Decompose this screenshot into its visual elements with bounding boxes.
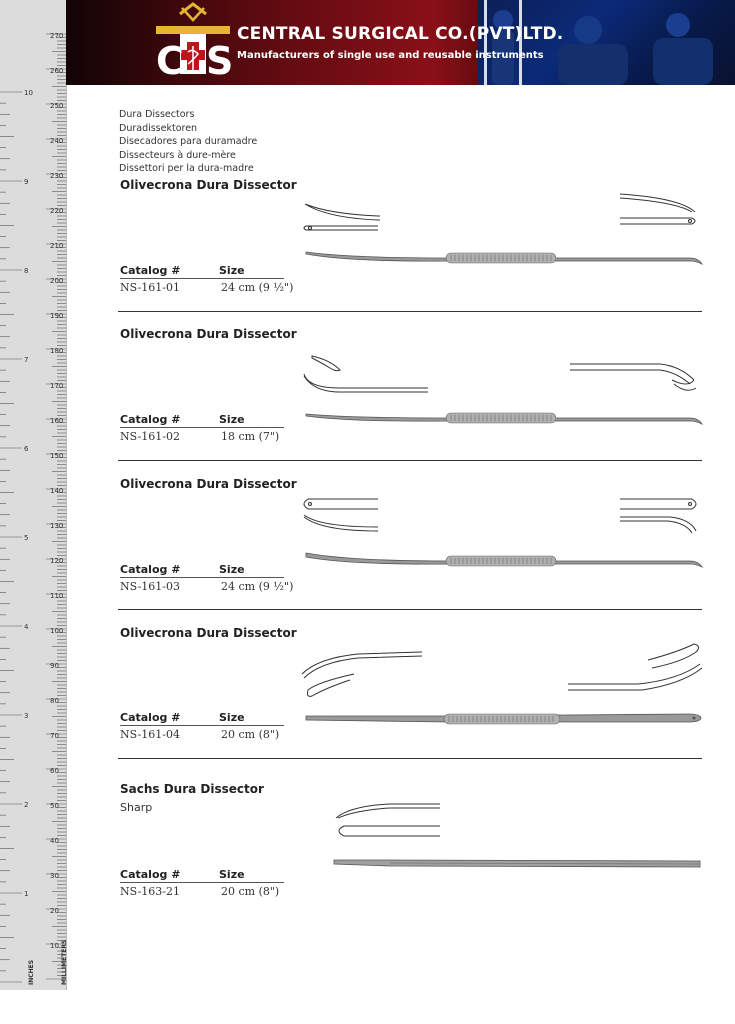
table-rule bbox=[120, 577, 284, 578]
category-name-es: Disecadores para duramadre bbox=[119, 136, 258, 148]
ruler-mm-label: 100 bbox=[50, 627, 64, 635]
category-name-de: Duradissektoren bbox=[119, 122, 198, 134]
size-header: Size bbox=[219, 868, 245, 881]
product-subtitle: Sharp bbox=[120, 801, 153, 814]
table-rule bbox=[120, 427, 284, 428]
ruler-scale bbox=[0, 0, 66, 990]
table-rule bbox=[120, 725, 284, 726]
product-size: 18 cm (7") bbox=[221, 430, 280, 443]
catalog-number: NS-161-02 bbox=[120, 430, 180, 443]
ruler-mm-label: 80 bbox=[50, 697, 59, 705]
category-name-it: Dissettori per la dura-madre bbox=[119, 163, 254, 175]
ruler-inch-label: 4 bbox=[24, 623, 29, 631]
catalog-number: NS-161-01 bbox=[120, 281, 180, 294]
ruler-mm-label: 240 bbox=[50, 137, 64, 145]
catalog-number: NS-163-21 bbox=[120, 885, 180, 898]
catalog-number: NS-161-04 bbox=[120, 728, 180, 741]
ruler-inch-label: 1 bbox=[24, 890, 29, 898]
ruler-mm-label: 90 bbox=[50, 662, 59, 670]
logo-letter-s: S bbox=[206, 39, 234, 83]
ruler-mm-label: 20 bbox=[50, 907, 59, 915]
section-divider bbox=[118, 758, 702, 759]
catalog-header: Catalog # bbox=[120, 868, 181, 881]
catalog-header: Catalog # bbox=[120, 264, 181, 277]
instrument-illustration bbox=[300, 495, 705, 575]
company-name: CENTRAL SURGICAL CO.(PVT)LTD. bbox=[237, 24, 564, 44]
ruler-inch-label: 6 bbox=[24, 445, 29, 453]
ruler-inch-label: 2 bbox=[24, 801, 29, 809]
size-header: Size bbox=[219, 711, 245, 724]
product-size: 20 cm (8") bbox=[221, 885, 280, 898]
ruler-mm-label: 190 bbox=[50, 312, 64, 320]
catalog-header: Catalog # bbox=[120, 563, 181, 576]
instrument-illustration bbox=[300, 350, 705, 430]
instrument-illustration bbox=[330, 798, 705, 878]
ruler-mm-label: 10 bbox=[50, 942, 59, 950]
ruler-inches-caption: INCHES bbox=[28, 959, 35, 985]
product-title: Olivecrona Dura Dissector bbox=[120, 477, 297, 491]
ruler-inch-label: 10 bbox=[24, 89, 33, 97]
ruler-inch-label: 5 bbox=[24, 534, 29, 542]
ruler-mm-label: 170 bbox=[50, 382, 64, 390]
header-banner bbox=[66, 0, 735, 85]
ruler-mm-label: 130 bbox=[50, 522, 64, 530]
ruler-inch-label: 8 bbox=[24, 267, 29, 275]
size-header: Size bbox=[219, 563, 245, 576]
category-name-en: Dura Dissectors bbox=[119, 109, 195, 120]
product-title: Olivecrona Dura Dissector bbox=[120, 178, 297, 192]
product-title: Olivecrona Dura Dissector bbox=[120, 626, 297, 640]
size-header: Size bbox=[219, 413, 245, 426]
ruler-mm-label: 180 bbox=[50, 347, 64, 355]
product-title: Sachs Dura Dissector bbox=[120, 782, 264, 796]
ruler-mm-label: 120 bbox=[50, 557, 64, 565]
ruler-mm-label: 40 bbox=[50, 837, 59, 845]
company-tagline: Manufacturers of single use and reusable instruments bbox=[237, 50, 544, 61]
measurement-ruler bbox=[0, 0, 67, 990]
ruler-mm-label: 70 bbox=[50, 732, 59, 740]
ruler-mm-label: 30 bbox=[50, 872, 59, 880]
ruler-mm-label: 220 bbox=[50, 207, 64, 215]
catalog-number: NS-161-03 bbox=[120, 580, 180, 593]
category-names bbox=[119, 108, 257, 176]
ruler-mm-label: 250 bbox=[50, 102, 64, 110]
ruler-mm-label: 150 bbox=[50, 452, 64, 460]
instrument-illustration bbox=[300, 190, 705, 270]
instrument-illustration bbox=[298, 640, 705, 735]
product-size: 24 cm (9 ½") bbox=[221, 580, 294, 593]
ruler-mm-label: 110 bbox=[50, 592, 64, 600]
size-header: Size bbox=[219, 264, 245, 277]
product-title: Olivecrona Dura Dissector bbox=[120, 327, 297, 341]
ruler-mm-label: 60 bbox=[50, 767, 59, 775]
ruler-mm-label: 230 bbox=[50, 172, 64, 180]
company-logo bbox=[150, 2, 236, 82]
ruler-mm-label: 210 bbox=[50, 242, 64, 250]
logo-letter-c: C bbox=[156, 39, 184, 83]
ruler-mm-label: 260 bbox=[50, 67, 64, 75]
table-rule bbox=[120, 882, 284, 883]
section-divider bbox=[118, 311, 702, 312]
ruler-inch-label: 3 bbox=[24, 712, 29, 720]
catalog-header: Catalog # bbox=[120, 711, 181, 724]
table-rule bbox=[120, 278, 284, 279]
catalog-header: Catalog # bbox=[120, 413, 181, 426]
ruler-mm-caption: MILLIMETERS bbox=[61, 939, 68, 985]
ruler-mm-label: 270 bbox=[50, 32, 64, 40]
ruler-inch-label: 7 bbox=[24, 356, 29, 364]
category-name-fr: Dissecteurs à dure-mère bbox=[119, 149, 236, 161]
product-size: 20 cm (8") bbox=[221, 728, 280, 741]
ruler-mm-label: 200 bbox=[50, 277, 64, 285]
section-divider bbox=[118, 460, 702, 461]
ruler-mm-label: 50 bbox=[50, 802, 59, 810]
ruler-mm-label: 160 bbox=[50, 417, 64, 425]
product-size: 24 cm (9 ½") bbox=[221, 281, 294, 294]
ruler-mm-label: 140 bbox=[50, 487, 64, 495]
section-divider bbox=[118, 609, 702, 610]
ruler-inch-label: 9 bbox=[24, 178, 29, 186]
